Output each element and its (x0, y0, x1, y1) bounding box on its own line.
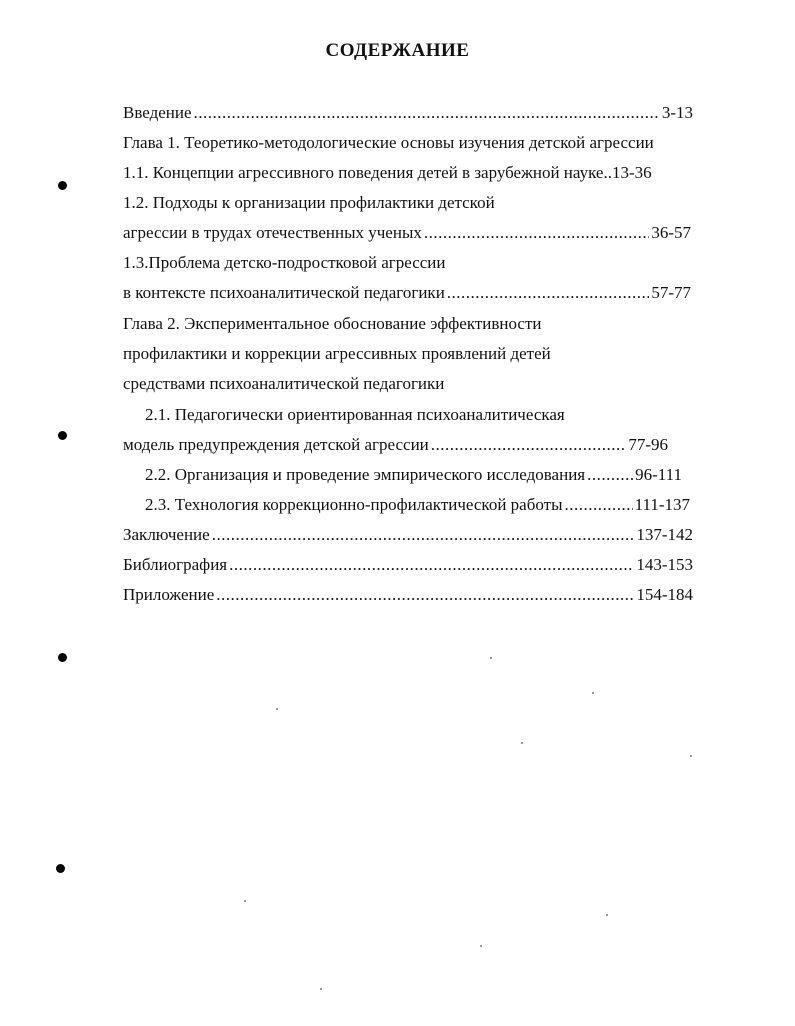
toc-page: 111-137 (634, 495, 690, 514)
toc-leader (565, 495, 633, 515)
toc-page: 77-96 (628, 435, 668, 454)
toc-leader (194, 103, 660, 123)
toc-page: 137-142 (636, 525, 693, 544)
punch-hole-mark (56, 864, 65, 873)
punch-hole-mark (58, 431, 67, 440)
punch-hole-mark (58, 181, 67, 190)
toc-leader (447, 283, 650, 303)
toc-label: Приложение (123, 585, 215, 604)
toc-label: Введение (123, 103, 192, 122)
toc-entry-2-3[interactable] (145, 495, 690, 515)
toc-page: 96-111 (635, 465, 682, 484)
scan-speck (276, 708, 278, 710)
scan-speck (592, 692, 594, 694)
scan-speck (490, 657, 492, 659)
toc-label: агрессии в трудах отечественных ученых (123, 223, 422, 242)
toc-entry-2-1-line1[interactable] (145, 405, 565, 425)
toc-chapter-2-line2[interactable] (123, 344, 551, 364)
toc-leader (229, 555, 634, 575)
toc-label: 2.2. Организация и проведение эмпирического исследования (145, 465, 586, 484)
toc-entry-2-1-line2[interactable] (123, 435, 668, 455)
toc-label: 2.1. Педагогически ориентированная психоаналитическая (145, 405, 565, 424)
toc-leader (431, 435, 627, 455)
toc-entry-1-3-line1[interactable] (123, 253, 446, 273)
page-title: СОДЕРЖАНИЕ (325, 40, 470, 61)
toc-entry-conclusion[interactable] (123, 525, 693, 545)
toc-chapter-2-line1[interactable] (123, 314, 542, 334)
toc-label: в контексте психоаналитической педагогики (123, 283, 445, 302)
toc-page: 57-77 (651, 283, 691, 302)
scan-speck (690, 755, 692, 757)
toc-entry-intro[interactable] (123, 103, 693, 123)
toc-label: 1.2. Подходы к организации профилактики детской (123, 193, 495, 212)
toc-label: Глава 2. Экспериментальное обоснование эффективности (123, 314, 542, 333)
toc-page: 36-57 (651, 223, 691, 242)
toc-entry-appendix[interactable] (123, 585, 693, 605)
punch-hole-mark (58, 653, 67, 662)
toc-label: 1.3.Проблема детско-подростковой агрессии (123, 253, 446, 272)
toc-entry-1-2-line2[interactable] (123, 223, 691, 243)
toc-entry-bibliography[interactable] (123, 555, 693, 575)
toc-leader (212, 525, 635, 545)
toc-page: 143-153 (636, 555, 693, 574)
toc-label: Заключение (123, 525, 210, 544)
toc-entry-1-2-line1[interactable] (123, 193, 495, 213)
toc-label: Библиография (123, 555, 228, 574)
scan-speck (320, 988, 322, 990)
toc-entry-1-3-line2[interactable] (123, 283, 691, 303)
toc-leader (424, 223, 649, 243)
scan-speck (480, 945, 482, 947)
toc-entry-1-1[interactable] (123, 163, 652, 183)
toc-label: средствами психоаналитической педагогики (123, 374, 445, 393)
scan-speck (244, 900, 246, 902)
toc-leader (587, 465, 633, 485)
scan-speck (606, 914, 608, 916)
toc-leader (216, 585, 634, 605)
toc-entry-2-2[interactable] (145, 465, 682, 485)
scan-speck (521, 742, 523, 744)
toc-label: модель предупреждения детской агрессии (123, 435, 429, 454)
toc-chapter-2-line3[interactable] (123, 374, 444, 394)
toc-chapter-1[interactable] (123, 133, 654, 153)
toc-label: Глава 1. Теоретико-методологические основы изучения детской агрессии (123, 133, 654, 152)
toc-label: 1.1. Концепции агрессивного поведения детей в зарубежной науке..13-36 (123, 163, 652, 182)
toc-page: 3-13 (661, 103, 693, 122)
toc-label: профилактики и коррекции агрессивных проявлений детей (123, 344, 551, 363)
toc-page: 154-184 (636, 585, 693, 604)
toc-label: 2.3. Технология коррекционно-профилактической работы (145, 495, 563, 514)
